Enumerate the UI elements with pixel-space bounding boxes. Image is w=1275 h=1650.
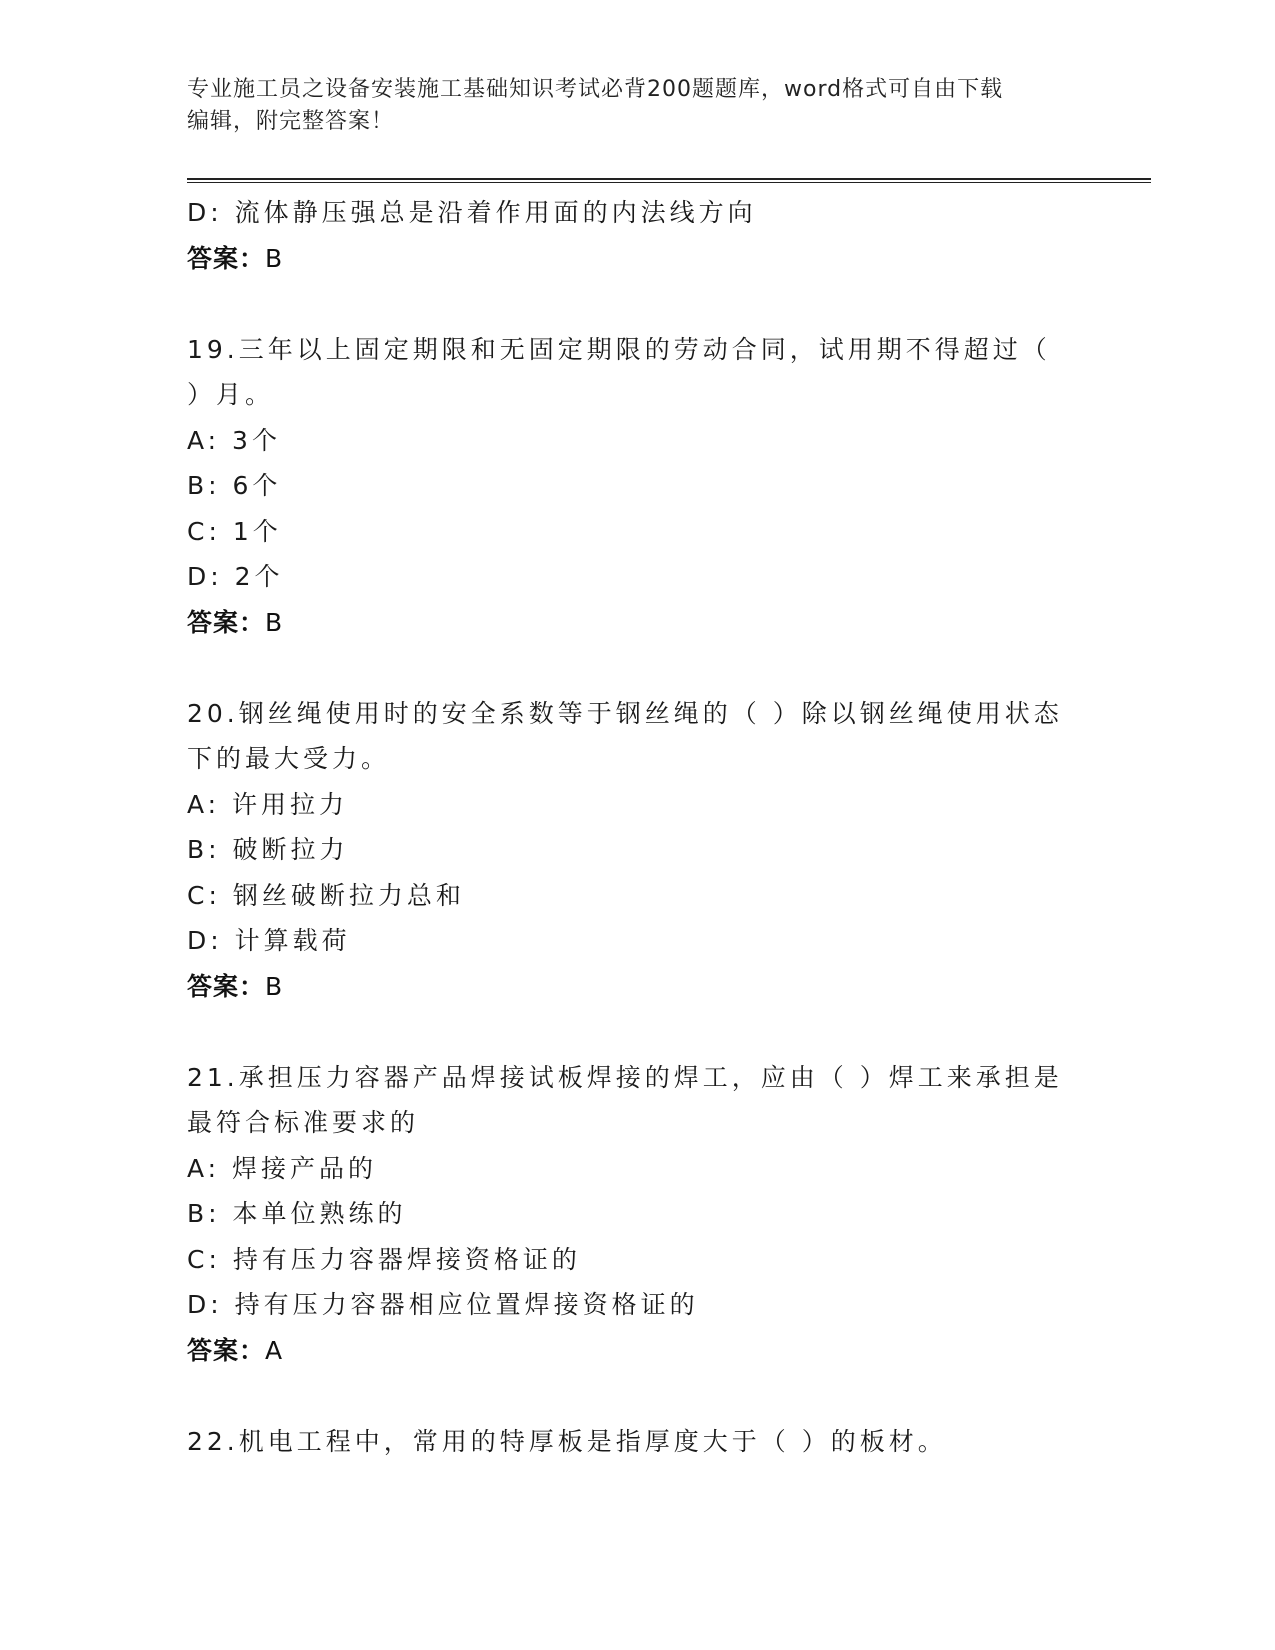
question-22-stem-line-1: 22.机电工程中，常用的特厚板是指厚度大于（ ）的板材。 — [187, 1426, 947, 1456]
header-rule-thin — [187, 182, 1151, 183]
spacer — [187, 1373, 1087, 1419]
answer-label: 答案： — [187, 1335, 266, 1365]
answer-value: B — [265, 971, 284, 1001]
answer-value: B — [265, 607, 284, 637]
header-line-2: 编辑，附完整答案！ — [187, 109, 395, 134]
answer-value: A — [265, 1335, 284, 1365]
question-19-option-b: B: 6个 — [187, 471, 282, 500]
answer-label: 答案： — [187, 971, 266, 1001]
question-20-option-d: D: 计算载荷 — [187, 926, 351, 955]
spacer — [187, 281, 1087, 327]
page-header — [187, 74, 1087, 138]
header-rule-thick — [187, 178, 1151, 180]
spacer — [187, 1009, 1087, 1055]
question-21-answer — [187, 1328, 1087, 1374]
question-18 — [187, 190, 1087, 281]
question-19-option-a: A: 3个 — [187, 425, 281, 455]
answer-label: 答案： — [187, 607, 266, 637]
question-22 — [187, 1419, 1087, 1465]
question-20-option-b: B: 破断拉力 — [187, 835, 349, 864]
question-19-option-c: C: 1个 — [187, 516, 282, 546]
question-20-stem-line-1: 20.钢丝绳使用时的安全系数等于钢丝绳的（ ）除以钢丝绳使用状态 — [187, 698, 1063, 728]
question-20-answer — [187, 964, 1087, 1010]
answer-value: B — [265, 243, 284, 273]
question-18-option-d: D: 流体静压强总是沿着作用面的内法线方向 — [187, 198, 757, 227]
question-21-stem-line-2: 最符合标准要求的 — [187, 1108, 420, 1137]
question-18-answer — [187, 236, 1087, 282]
spacer — [187, 645, 1087, 691]
question-20-option-c: C: 钢丝破断拉力总和 — [187, 880, 465, 910]
question-20 — [187, 691, 1087, 1010]
question-19-stem-line-2: ）月。 — [187, 380, 275, 409]
question-21-option-a: A: 焊接产品的 — [187, 1153, 378, 1183]
question-21 — [187, 1055, 1087, 1374]
question-20-stem-line-2: 下的最大受力。 — [187, 744, 391, 773]
question-21-stem-line-1: 21.承担压力容器产品焊接试板焊接的焊工，应由（ ）焊工来承担是 — [187, 1062, 1063, 1092]
question-21-option-d: D: 持有压力容器相应位置焊接资格证的 — [187, 1290, 699, 1319]
question-20-option-a: A: 许用拉力 — [187, 789, 349, 819]
question-19 — [187, 327, 1087, 646]
question-21-option-b: B: 本单位熟练的 — [187, 1199, 407, 1228]
question-21-option-c: C: 持有压力容器焊接资格证的 — [187, 1244, 581, 1274]
question-19-option-d: D: 2个 — [187, 562, 284, 591]
answer-label: 答案： — [187, 243, 266, 273]
header-line-1: 专业施工员之设备安装施工基础知识考试必背200题题库，word格式可自由下载 — [187, 77, 1004, 102]
question-19-stem-line-1: 19.三年以上固定期限和无固定期限的劳动合同，试用期不得超过（ — [187, 334, 1051, 364]
question-list — [187, 190, 1087, 1464]
question-19-answer — [187, 600, 1087, 646]
